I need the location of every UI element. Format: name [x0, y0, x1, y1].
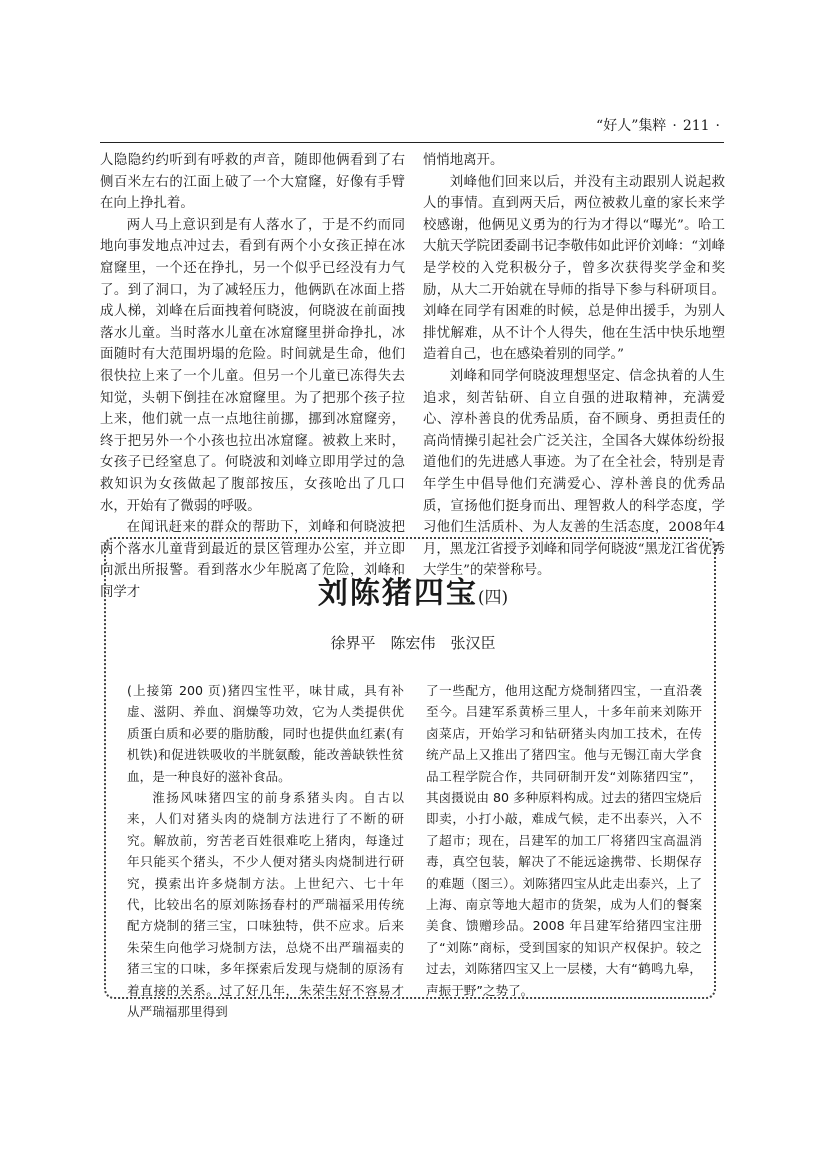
- paragraph: 在闻讯赶来的群众的帮助下，刘峰和何晓波把两个落水儿童背到最近的景区管理办公室，并立即向派出所报警。看到落水少年脱离了危险，刘峰和同学才: [100, 520, 405, 600]
- article-left-column: [100, 150, 405, 603]
- paragraph: (上接第 200 页)猪四宝性平，味甘咸，具有补虚、滋阴、养血、润燥等功效，它为人类提供优质蛋白质和必要的脂肪酸，同时也提供血红素(有机铁)和促进铁吸收的半胱氨酸，能改善缺铁性贫血，是一种良好的滋补食品。: [127, 683, 404, 784]
- boxed-article-title: [0, 568, 826, 612]
- paragraph: 了一些配方，他用这配方烧制猪四宝，一直沿袭至今。吕建军系黄桥三里人，十多年前来刘陈开卤菜店，开始学习和钻研猪头肉加工技术，在传统产品上又推出了猪四宝。他与无锡江南大学食品工程学院合作，共同研制开发“刘陈猪四宝”，其卤摄说由 80 多种原料构成。过去的猪四宝烧后即卖，小打小敲，难成气候，走不出泰兴，入不了超市；现在，吕建军的加工厂将猪四宝高温消毒，真空包装，解决了不能远途携带、长期保存的难题（图三）。刘陈猪四宝从此走出泰兴，上了上海、南京等地大超市的货架，成为人们的餐案美食、馈赠珍品。2008 年吕建军给猪四宝注册了“刘陈”商标，受到国家的知识产权保护。较之过去，刘陈猪四宝又上一层楼，大有“鹤鸣九皋，声振于野”之势了。: [426, 683, 702, 998]
- boxed-article-left-column: [127, 680, 404, 1023]
- boxed-article-right-column: [426, 680, 702, 1001]
- paragraph: 人隐隐约约听到有呼救的声音，随即他俩看到了右侧百米左右的江面上破了一个大窟窿，好像有手臂在向上挣扎着。: [100, 153, 405, 212]
- header-rule: [100, 142, 724, 143]
- paragraph: 两人马上意识到是有人落水了，于是不约而同地向事发地点冲过去，看到有两个小女孩正掉在冰窟窿里，一个还在挣扎，另一个似乎已经没有力气了。到了洞口，为了减轻压力，他俩趴在冰面上搭成人梯，刘峰在后面拽着何晓波，何晓波在前面拽落水儿童。当时落水儿童在冰窟窿里拼命挣扎，冰面随时有大范围坍塌的危险。时间就是生命，他们很快拉上来了一个儿童。但另一个儿童已冻得失去知觉，头朝下倒挂在冰窟窿里。为了把那个孩子拉上来，他们就一点一点地往前挪，挪到冰窟窿旁，终于把另外一个小孩也拉出冰窟窿。被救上来时，女孩子已经窒息了。何晓波和刘峰立即用学过的急救知识为女孩做起了腹部按压，女孩呛出了几口水，开始有了微弱的呼吸。: [100, 217, 405, 514]
- paragraph: 淮扬风味猪四宝的前身系猪头肉。自古以来，人们对猪头肉的烧制方法进行了不断的研究。解放前，穷苦老百姓很难吃上猪肉，每逢过年只能买个猪头，不少人便对猪头肉烧制进行研究，摸索出许多烧制方法。上世纪六、七十年代，比较出名的原刘陈扬春村的严瑞福采用传统配方烧制的猪三宝，口味独特，供不应求。后来朱荣生向他学习烧制方法，总烧不出严瑞福卖的猪三宝的口味，多年探索后发现与烧制的原汤有着直接的关系。过了好几年，朱荣生好不容易才从严瑞福那里得到: [127, 790, 404, 1020]
- title-suffix: (四): [477, 588, 509, 608]
- paragraph: 刘峰和同学何晓波理想坚定、信念执着的人生追求，刻苦钻研、自立自强的进取精神，充满爱心、淳朴善良的优秀品质，奋不顾身、勇担责任的高尚情操引起社会广泛关注，全国各大媒体纷纷报道他们的先进感人事迹。为了在全社会，特别是青年学生中倡导他们充满爱心、淳朴善良的优秀品质，宣扬他们挺身而出、理智救人的科学态度，学习他们生活质朴、为人友善的生活态度，2008年4月，黑龙江省授予刘峰和同学何晓波“黑龙江省优秀大学生”的荣誉称号。: [423, 368, 725, 579]
- header-section: “好人”集粹: [596, 118, 667, 134]
- page-number: 211: [682, 118, 710, 134]
- article-right-column: [423, 150, 725, 582]
- header-dot-trailing: ·: [715, 118, 720, 134]
- boxed-article-authors: 徐界平 陈宏伟 张汉臣: [330, 634, 496, 652]
- header-dot: ·: [672, 118, 677, 134]
- paragraph: 刘峰他们回来以后，并没有主动跟别人说起救人的事情。直到两天后，两位被救儿童的家长来学校感谢，他俩见义勇为的行为才得以“曝光”。哈工大航天学院团委副书记李敬伟如此评价刘峰：“刘峰是学校的入党积极分子，曾多次获得奖学金和奖励，从大二开始就在导师的指导下参与科研项目。刘峰在同学有困难的时候，总是伸出援手，为别人排忧解难，从不计个人得失，他在生活中快乐地塑造着自己，也在感染着别的同学。”: [423, 174, 725, 363]
- running-header: [596, 115, 726, 135]
- title-text: 刘陈猪四宝: [317, 576, 478, 611]
- paragraph: 悄悄地离开。: [423, 153, 504, 168]
